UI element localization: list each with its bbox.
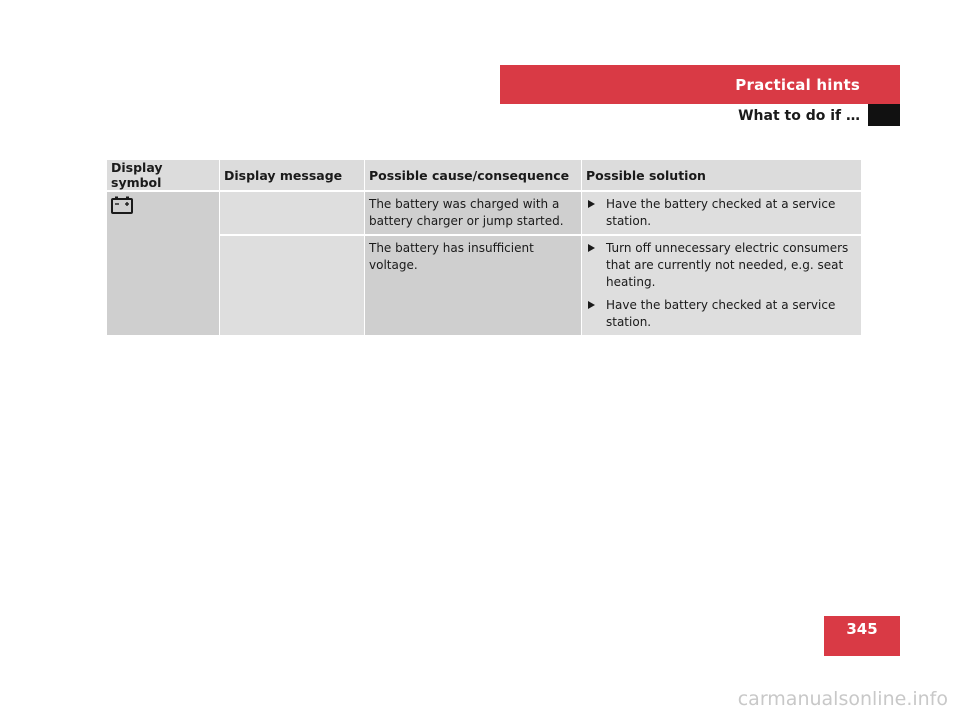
watermark: carmanualsonline.info [737,688,948,710]
display-message-cell [220,191,365,235]
section-marker [868,104,900,126]
display-symbol-cell [107,191,220,335]
solution-cell [582,191,862,235]
column-header: Display message [220,160,365,191]
section-title: Practical hints [735,76,860,94]
list-item [586,297,857,331]
table-row [107,191,861,235]
subsection-title: What to do if … [738,108,860,124]
list-item [586,240,857,291]
display-message-cell [220,235,365,335]
table-row [107,235,861,335]
column-header: Display symbol [107,160,220,191]
solution-text: Turn off unnecessary electric consumers that are currently not needed, e.g. seat heating. [606,241,849,289]
subsection-header [500,104,900,126]
cause-cell: The battery was charged with a battery charger or jump started. [365,191,582,235]
column-header: Possible solution [582,160,862,191]
solution-text: Have the battery checked at a service station. [606,298,836,329]
page-number-box [824,616,900,656]
list-item [586,196,857,230]
display-messages-table [107,160,861,335]
column-header: Possible cause/consequence [365,160,582,191]
arrow-bullet-icon [588,244,595,252]
table-header-row [107,160,861,191]
arrow-bullet-icon [588,301,595,309]
page-number: 345 [846,620,878,638]
solution-cell [582,235,862,335]
section-header-band [500,65,900,104]
solution-text: Have the battery checked at a service station. [606,197,836,228]
arrow-bullet-icon [588,200,595,208]
battery-icon [111,196,133,214]
cause-cell: The battery has insufficient voltage. [365,235,582,335]
